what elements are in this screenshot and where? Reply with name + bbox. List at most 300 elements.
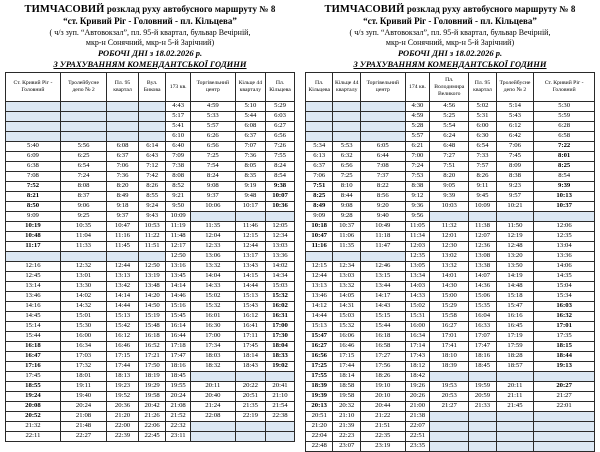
time-cell: 5:41 (166, 122, 191, 132)
time-cell: 6:30 (469, 132, 496, 142)
time-cell: 21:27 (534, 392, 595, 402)
time-cell: 8:10 (333, 182, 360, 192)
time-cell: 11:51 (138, 242, 165, 252)
time-cell: 13:50 (496, 262, 534, 272)
time-cell: 11:32 (430, 222, 469, 232)
empty-cell (360, 102, 405, 112)
time-cell: 7:24 (60, 172, 106, 182)
time-cell: 22:04 (306, 432, 333, 442)
time-cell: 15:32 (190, 302, 235, 312)
time-cell: 8:01 (534, 152, 595, 162)
time-cell: 14:35 (534, 272, 595, 282)
time-cell: 18:58 (333, 382, 360, 392)
time-cell: 18:10 (430, 352, 469, 362)
time-cell: 7:55 (266, 152, 295, 162)
title-rest: розклад руху автобусного маршруту № 8 (106, 4, 276, 14)
time-cell: 5:40 (6, 142, 61, 152)
column-header: Ст. Кривий Ріг - Головний (6, 73, 61, 102)
empty-cell (360, 122, 405, 132)
empty-cell (266, 372, 295, 382)
time-cell: 18:16 (166, 362, 191, 372)
time-cell: 16:00 (405, 322, 430, 332)
time-cell: 9:57 (496, 192, 534, 202)
curfew-note: З УРАХУВАННЯМ КОМЕНДАНТСЬКОЇ ГОДИНИ (53, 59, 247, 70)
column-header-row (306, 73, 595, 102)
empty-cell (469, 422, 496, 432)
schedule-row (6, 152, 295, 162)
time-cell: 18:44 (534, 352, 595, 362)
time-cell: 6:56 (266, 132, 295, 142)
time-cell: 11:38 (469, 222, 496, 232)
time-cell: 22:06 (138, 422, 165, 432)
schedule-row (306, 222, 595, 232)
time-cell: 15:06 (469, 292, 496, 302)
column-header: Торгівельний центр (360, 73, 405, 102)
time-cell: 20:27 (534, 382, 595, 392)
time-cell: 17:41 (430, 342, 469, 352)
time-cell: 21:51 (360, 422, 405, 432)
schedule-title (305, 3, 595, 16)
title-rest: розклад руху автобусного маршруту № 8 (406, 4, 576, 14)
time-cell: 9:37 (190, 192, 235, 202)
time-cell: 6:54 (60, 162, 106, 172)
time-cell: 13:15 (360, 272, 405, 282)
time-cell: 13:17 (235, 252, 265, 262)
column-header: Торгівельний центр (190, 73, 235, 102)
time-cell: 16:45 (496, 322, 534, 332)
time-cell: 14:46 (166, 292, 191, 302)
time-cell: 6:56 (333, 162, 360, 172)
time-cell: 10:03 (430, 202, 469, 212)
time-cell: 6:56 (190, 142, 235, 152)
schedule-row (306, 202, 595, 212)
time-cell: 19:11 (60, 382, 106, 392)
time-cell: 15:32 (333, 322, 360, 332)
time-cell: 10:47 (306, 232, 333, 242)
time-cell: 10:07 (266, 192, 295, 202)
time-cell: 14:34 (266, 272, 295, 282)
time-cell: 5:53 (333, 142, 360, 152)
time-cell: 8:50 (6, 202, 61, 212)
time-cell: 22:38 (266, 412, 295, 422)
time-cell: 14:43 (360, 302, 405, 312)
schedule-row (306, 162, 595, 172)
time-cell: 10:47 (107, 222, 139, 232)
time-cell: 7:52 (6, 182, 61, 192)
time-cell: 11:18 (360, 232, 405, 242)
time-cell: 7:07 (235, 142, 265, 152)
time-cell: 13:06 (190, 252, 235, 262)
time-cell: 13:02 (430, 252, 469, 262)
time-cell: 9:23 (496, 182, 534, 192)
time-cell: 16:12 (235, 312, 265, 322)
route-name: “ст. Кривий Ріг - Головний - пл. Кільцева” (63, 16, 237, 27)
schedule-row (6, 272, 295, 282)
time-cell: 14:03 (405, 282, 430, 292)
time-cell: 10:21 (496, 202, 534, 212)
time-cell: 5:57 (190, 122, 235, 132)
time-cell: 12:15 (235, 232, 265, 242)
time-cell: 6:09 (6, 152, 61, 162)
time-cell: 10:17 (235, 202, 265, 212)
schedule-row (306, 402, 595, 412)
schedule-row (6, 322, 295, 332)
time-cell: 11:16 (306, 242, 333, 252)
time-cell: 7:25 (190, 152, 235, 162)
time-cell: 23:19 (360, 442, 405, 452)
time-cell: 10:53 (138, 222, 165, 232)
time-cell: 18:45 (166, 372, 191, 382)
time-cell: 12:16 (6, 262, 61, 272)
time-cell: 9:09 (306, 212, 333, 222)
time-cell: 20:24 (166, 392, 191, 402)
time-cell: 21:54 (266, 402, 295, 412)
time-cell: 6:48 (430, 142, 469, 152)
time-cell: 18:28 (496, 352, 534, 362)
time-cell: 20:11 (190, 382, 235, 392)
time-cell: 14:44 (235, 282, 265, 292)
time-cell: 5:34 (306, 142, 333, 152)
empty-cell (360, 252, 405, 262)
time-cell: 17:45 (6, 372, 61, 382)
time-cell: 14:17 (360, 292, 405, 302)
time-cell: 11:19 (166, 222, 191, 232)
time-cell: 23:35 (405, 442, 430, 452)
empty-cell (360, 112, 405, 122)
time-cell: 13:43 (235, 262, 265, 272)
time-cell: 12:32 (60, 262, 106, 272)
empty-cell (534, 422, 595, 432)
time-cell: 17:19 (496, 332, 534, 342)
empty-cell (430, 422, 469, 432)
time-cell: 9:06 (60, 202, 106, 212)
time-cell: 22:23 (333, 432, 360, 442)
effective-days: РОБОЧІ ДНІ з 18.02.2026 р. (97, 48, 203, 59)
time-cell: 14:02 (266, 262, 295, 272)
time-cell: 17:45 (235, 342, 265, 352)
time-cell: 16:18 (138, 332, 165, 342)
time-cell: 14:06 (534, 262, 595, 272)
time-cell: 19:39 (306, 392, 333, 402)
time-cell: 9:45 (469, 192, 496, 202)
time-cell: 7:51 (430, 162, 469, 172)
time-cell: 11:34 (405, 232, 430, 242)
time-cell: 22:00 (107, 422, 139, 432)
column-header: Кільце 44 кварталу (333, 73, 360, 102)
time-cell: 14:32 (60, 302, 106, 312)
time-cell: 12:46 (360, 262, 405, 272)
time-cell: 10:35 (60, 222, 106, 232)
schedule-row (6, 142, 295, 152)
schedule-row (306, 302, 595, 312)
time-cell: 18:42 (405, 372, 430, 382)
empty-cell (469, 372, 496, 382)
empty-cell (534, 412, 595, 422)
schedule-title (5, 3, 295, 16)
time-cell: 14:48 (496, 282, 534, 292)
time-cell: 15:13 (235, 292, 265, 302)
time-cell: 19:52 (107, 392, 139, 402)
time-cell: 15:34 (534, 292, 595, 302)
time-cell: 13:03 (333, 272, 360, 282)
time-cell: 21:27 (430, 402, 469, 412)
time-cell: 15:47 (306, 332, 333, 342)
time-cell: 8:37 (60, 192, 106, 202)
schedule-row (6, 382, 295, 392)
time-cell: 14:31 (333, 302, 360, 312)
empty-cell (496, 442, 534, 452)
time-cell: 13:32 (430, 262, 469, 272)
time-cell: 19:02 (266, 362, 295, 372)
time-cell: 8:52 (166, 182, 191, 192)
time-cell: 6:05 (360, 142, 405, 152)
time-cell: 20:08 (6, 402, 61, 412)
time-cell: 8:49 (306, 202, 333, 212)
time-cell: 6:00 (469, 122, 496, 132)
time-cell: 9:48 (235, 192, 265, 202)
empty-cell (6, 122, 61, 132)
time-cell: 9:12 (405, 192, 430, 202)
time-cell: 8:21 (6, 192, 61, 202)
time-cell: 8:49 (107, 192, 139, 202)
time-cell: 21:32 (6, 422, 61, 432)
time-cell: 6:08 (235, 122, 265, 132)
time-cell: 12:34 (333, 262, 360, 272)
time-cell: 8:08 (166, 172, 191, 182)
time-cell: 8:26 (138, 182, 165, 192)
time-cell: 15:02 (405, 302, 430, 312)
time-cell: 7:38 (166, 162, 191, 172)
column-header: Пл. Кільцева (306, 73, 333, 102)
time-cell: 6:40 (166, 142, 191, 152)
time-cell: 8:05 (235, 162, 265, 172)
time-cell: 16:34 (405, 332, 430, 342)
time-cell: 7:06 (107, 162, 139, 172)
time-cell: 19:55 (166, 382, 191, 392)
time-cell: 14:44 (107, 302, 139, 312)
time-cell: 14:15 (235, 272, 265, 282)
time-cell: 18:13 (107, 372, 139, 382)
empty-cell (107, 122, 139, 132)
time-cell: 17:50 (138, 362, 165, 372)
time-cell: 21:24 (190, 402, 235, 412)
schedule-row (306, 272, 595, 282)
empty-cell (430, 442, 469, 452)
time-cell: 12:30 (430, 242, 469, 252)
schedule-row (306, 372, 595, 382)
empty-cell (138, 132, 165, 142)
time-cell: 16:56 (306, 352, 333, 362)
schedule-row (306, 442, 595, 452)
time-cell: 11:05 (405, 222, 430, 232)
time-cell: 15:48 (138, 322, 165, 332)
schedule-panel-inbound (300, 0, 600, 450)
time-cell: 14:20 (138, 292, 165, 302)
schedule-row (6, 292, 295, 302)
time-cell: 11:06 (333, 232, 360, 242)
time-cell: 6:26 (190, 132, 235, 142)
column-header: 174 кв. (405, 73, 430, 102)
time-cell: 5:30 (534, 102, 595, 112)
empty-cell (333, 252, 360, 262)
time-cell: 15:42 (107, 322, 139, 332)
schedule-row (306, 172, 595, 182)
time-cell: 21:08 (166, 402, 191, 412)
time-cell: 12:44 (107, 262, 139, 272)
time-cell: 22:39 (107, 432, 139, 442)
schedule-row (6, 162, 295, 172)
schedule-row (6, 282, 295, 292)
time-cell: 9:37 (107, 212, 139, 222)
time-cell: 12:36 (469, 242, 496, 252)
time-cell: 4:30 (405, 102, 430, 112)
schedule-row (6, 422, 295, 432)
time-cell: 15:13 (306, 322, 333, 332)
column-header: Вул. Бикова (138, 73, 165, 102)
time-cell: 16:58 (360, 342, 405, 352)
empty-cell (235, 372, 265, 382)
time-cell: 19:58 (138, 392, 165, 402)
schedule-row (306, 262, 595, 272)
time-cell: 13:45 (166, 272, 191, 282)
schedule-row (306, 122, 595, 132)
time-cell: 15:58 (430, 312, 469, 322)
schedule-row (6, 392, 295, 402)
schedule-row (6, 102, 295, 112)
time-cell: 14:14 (107, 292, 139, 302)
time-cell: 4:59 (190, 102, 235, 112)
schedule-row (6, 262, 295, 272)
time-cell: 13:20 (496, 252, 534, 262)
time-cell: 7:22 (534, 142, 595, 152)
time-cell: 9:28 (333, 212, 360, 222)
time-cell: 18:03 (190, 352, 235, 362)
time-cell: 18:01 (60, 372, 106, 382)
time-cell: 13:30 (60, 282, 106, 292)
time-cell: 9:25 (60, 212, 106, 222)
time-cell: 14:05 (333, 292, 360, 302)
empty-cell (306, 252, 333, 262)
time-cell: 20:42 (138, 402, 165, 412)
time-cell: 20:22 (235, 382, 265, 392)
time-cell: 12:35 (405, 252, 430, 262)
time-cell: 9:18 (107, 202, 139, 212)
empty-cell (430, 412, 469, 422)
time-cell: 6:21 (405, 142, 430, 152)
time-cell: 17:01 (430, 332, 469, 342)
time-cell: 11:35 (333, 242, 360, 252)
time-cell: 22:11 (6, 432, 61, 442)
time-cell: 15:03 (266, 282, 295, 292)
title-word: ТИМЧАСОВИЙ (324, 4, 405, 15)
time-cell: 21:08 (60, 412, 106, 422)
time-cell: 19:10 (360, 382, 405, 392)
time-cell: 14:33 (405, 292, 430, 302)
time-cell: 13:34 (405, 272, 430, 282)
time-cell: 13:05 (405, 262, 430, 272)
time-cell: 15:02 (190, 292, 235, 302)
column-header: Ст. Кривий Ріг - Головний (534, 73, 595, 102)
time-cell: 19:23 (107, 382, 139, 392)
time-cell: 11:45 (107, 242, 139, 252)
time-cell: 20:32 (333, 402, 360, 412)
schedule-row (6, 372, 295, 382)
time-cell: 21:10 (333, 412, 360, 422)
time-cell: 15:16 (166, 302, 191, 312)
time-cell: 15:04 (534, 282, 595, 292)
time-cell: 16:32 (534, 312, 595, 322)
schedule-row (6, 122, 295, 132)
time-cell: 21:00 (405, 402, 430, 412)
time-cell: 22:07 (405, 422, 430, 432)
time-cell: 17:01 (534, 322, 595, 332)
empty-cell (306, 132, 333, 142)
time-cell: 10:36 (266, 202, 295, 212)
time-cell: 18:15 (534, 342, 595, 352)
time-cell: 21:45 (496, 402, 534, 412)
time-cell: 20:52 (6, 412, 61, 422)
empty-cell (138, 122, 165, 132)
time-cell: 14:33 (190, 282, 235, 292)
time-cell: 7:45 (496, 152, 534, 162)
schedule-row (6, 312, 295, 322)
time-cell: 7:42 (138, 172, 165, 182)
schedule-row (6, 402, 295, 412)
empty-cell (430, 212, 469, 222)
time-cell: 17:03 (60, 352, 106, 362)
empty-cell (60, 122, 106, 132)
schedule-row (306, 342, 595, 352)
empty-cell (469, 412, 496, 422)
time-cell: 13:46 (306, 292, 333, 302)
time-cell: 17:11 (235, 332, 265, 342)
time-cell: 15:00 (430, 292, 469, 302)
time-cell: 15:03 (333, 312, 360, 322)
schedule-row (306, 422, 595, 432)
time-cell: 11:22 (138, 232, 165, 242)
column-header: 173 кв. (166, 73, 191, 102)
time-cell: 15:47 (496, 302, 534, 312)
time-cell: 18:14 (235, 352, 265, 362)
time-cell: 17:55 (306, 372, 333, 382)
time-cell: 8:09 (496, 162, 534, 172)
time-cell: 16:01 (190, 312, 235, 322)
empty-cell (496, 372, 534, 382)
time-cell: 9:08 (333, 202, 360, 212)
time-cell: 12:05 (266, 222, 295, 232)
time-cell: 13:32 (333, 282, 360, 292)
schedule-row (306, 152, 595, 162)
time-cell: 11:47 (360, 242, 405, 252)
time-cell: 7:33 (469, 152, 496, 162)
time-cell: 6:37 (306, 162, 333, 172)
schedule-row (306, 352, 595, 362)
time-cell: 16:46 (107, 342, 139, 352)
time-cell: 15:18 (496, 292, 534, 302)
time-cell: 5:10 (235, 102, 265, 112)
time-cell: 13:14 (6, 282, 61, 292)
time-cell: 11:33 (60, 242, 106, 252)
time-cell: 4:56 (430, 102, 469, 112)
time-cell: 6:28 (534, 122, 595, 132)
time-cell: 9:19 (235, 182, 265, 192)
time-cell: 4:59 (405, 112, 430, 122)
time-cell: 6:14 (138, 142, 165, 152)
time-cell: 7:06 (306, 172, 333, 182)
time-cell: 5:57 (405, 132, 430, 142)
time-cell: 13:36 (534, 252, 595, 262)
time-cell: 12:34 (266, 232, 295, 242)
